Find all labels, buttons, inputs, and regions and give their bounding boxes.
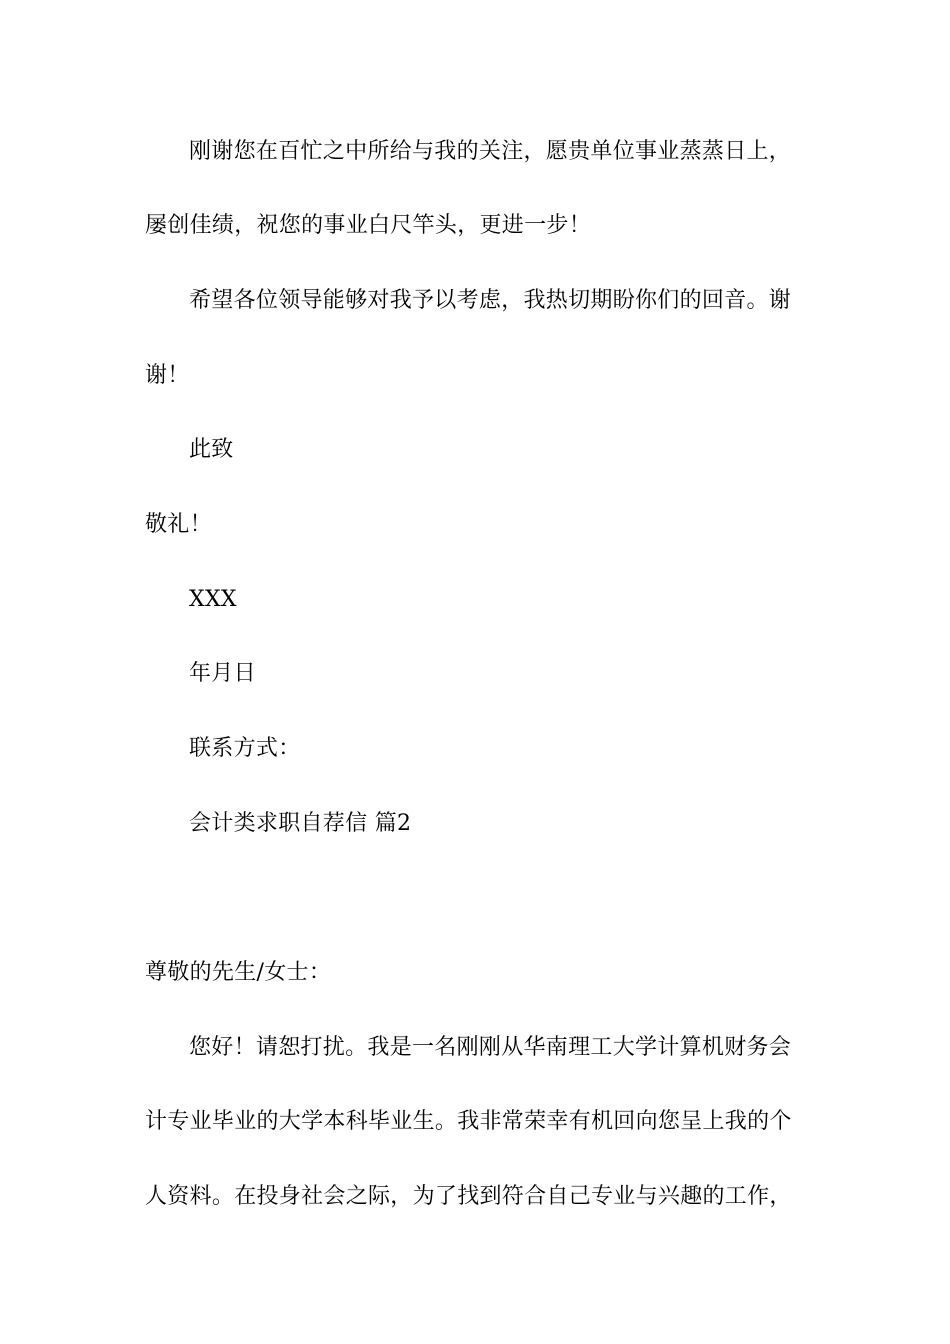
paragraph-line-6: 计专业毕业的大学本科毕业生。我非常荣幸有机回向您呈上我的个: [145, 1109, 792, 1134]
paragraph-line-2: 屡创佳绩，祝您的事业白尺竿头，更进一步！: [145, 213, 592, 238]
paragraph-line-1: 刚谢您在百忙之中所给与我的关注，愿贵单位事业蒸蒸日上，: [189, 139, 792, 164]
signature-name: XXX: [189, 587, 237, 612]
signature-date: 年月日: [189, 661, 256, 686]
contact-info-label: 联系方式：: [189, 736, 301, 761]
closing-respect: 敬礼！: [145, 512, 212, 537]
paragraph-line-7: 人资料。在投身社会之际，为了找到符合自己专业与兴趣的工作，: [145, 1184, 792, 1209]
greeting-line: 尊敬的先生/女士：: [145, 960, 332, 985]
paragraph-line-4: 谢！: [145, 363, 190, 388]
paragraph-line-5: 您好！请恕打扰。我是一名刚刚从华南理工大学计算机财务会: [189, 1035, 792, 1060]
paragraph-line-3: 希望各位领导能够对我予以考虑，我热切期盼你们的回音。谢: [189, 288, 792, 313]
section-heading: 会计类求职自荐信 篇2: [189, 811, 412, 836]
closing-salutation: 此致: [189, 437, 234, 462]
